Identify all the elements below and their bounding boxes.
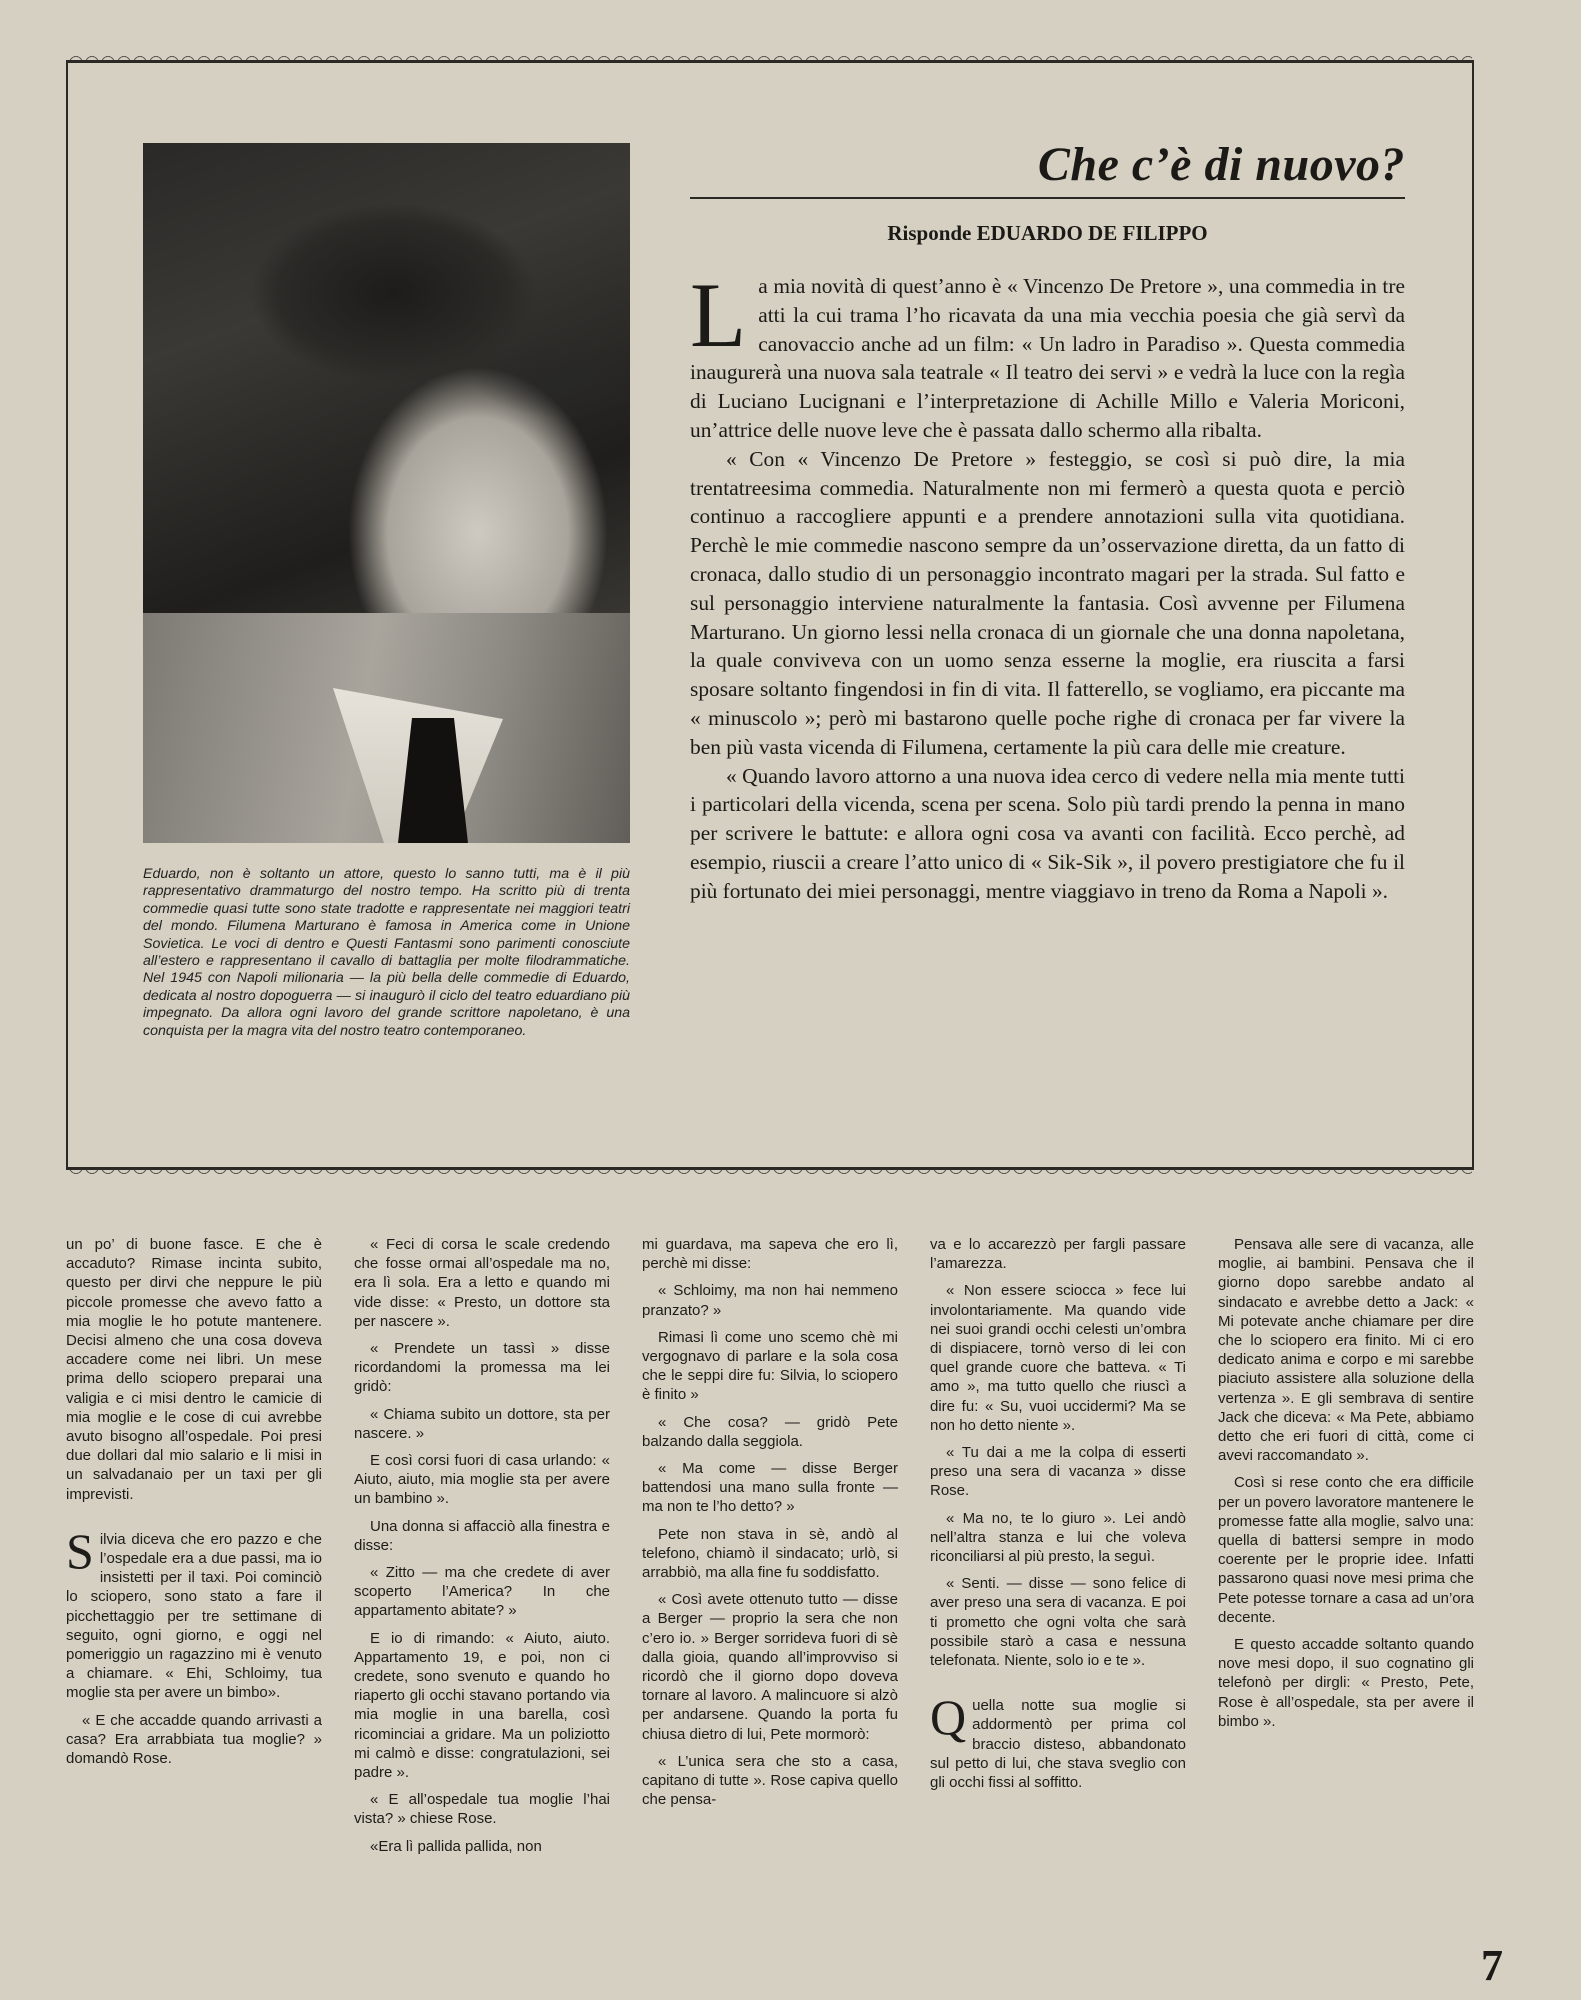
article-body — [690, 264, 1405, 906]
article-paragraph: « Con « Vincenzo De Pretore » festeggio, se così si può dire, la mia trentatreesima commedia. Naturalmente non mi fermerò a questa quota e perciò continuo a raccogliere appunti e a prendere annotazioni sulla vita quotidiana. Perchè le mie commedie nascono sempre da un’osservazione diretta, da un fatto di cronaca, dallo studio di un personaggio incontrato magari per la strada. Sul fatto e sul personaggio interviene naturalmente la fantasia. Così avvenne per Filumena Marturano. Un giorno lessi nella cronaca di un giornale che una donna napoletana, la quale conviveva con un uomo senza esserne la moglie, era riuscita a farsi sposare soltanto fingendosi in fin di vita. Il fatterello, se vogliamo, era piccante ma « minuscolo »; però mi bastarono quelle poche righe di cronaca per far vivere la ben più vasta vicenda di Filumena, certamente la più cara delle mie creature. — [690, 446, 1405, 759]
column-paragraph: un po’ di buone fasce. E che è accaduto? Rimase incinta subito, questo per dirvi che neppure le più piccole promesse che avevo fatto a mia moglie le ho potute mantenere. Decisi almeno che una cosa doveva accadere come nei libri. Un mese prima dello sciopero preparai una valigia e ci misi dentro le camicie di mia moglie e le cose di cui avrebbe avuto bisogno all’ospedale. Poi presi due dollari dal mio salario e li misi in un salvadanaio per un taxi per gli imprevisti. — [66, 1236, 322, 1503]
column-paragraph: Quella notte sua moglie si addormentò per prima col braccio disteso, abbandonato sul petto di lui, che stava sveglio con gli occhi fissi al soffitto. — [930, 1689, 1186, 1792]
column-paragraph: E così corsi fuori di casa urlando: « Aiuto, aiuto, mia moglie sta per avere un bambino ». — [354, 1452, 610, 1508]
column-paragraph: « Senti. — disse — sono felice di aver preso una sera di vacanza. E poi ti prometto che ogni volta che sarà possibile starò a casa e nessuna telefonata. Niente, solo io e te ». — [930, 1575, 1186, 1670]
column-paragraph: « E all’ospedale tua moglie l’hai vista? » chiese Rose. — [354, 1791, 610, 1828]
column-paragraph: Pensava alle sere di vacanza, alle moglie, ai bambini. Pensava che il giorno dopo sarebbe andato al sindacato e avrebbe detto a Jack: « Mi potevate anche chiamare per dire che lo sciopero era finito. Mi ci ero dedicato anima e corpo e mi sarebbe piaciuto assistere alla soluzione della vertenza ». E gli sembrava di sentire Jack che diceva: « Ma Pete, abbiamo detto che eri fuori di città, come ci avevi raccomandato ». — [1218, 1236, 1474, 1465]
column-paragraph: « Ma no, te lo giuro ». Lei andò nell’altra stanza e lui che voleva riconciliarsi al più presto, la seguì. — [930, 1509, 1186, 1566]
column-paragraph: « Chiama subito un dottore, sta per nascere. » — [354, 1405, 610, 1442]
story-column-4 — [930, 1235, 1186, 1800]
column-paragraph: E io di rimando: « Aiuto, aiuto. Appartamento 19, e poi, non ci credete, sono svenuto e quando ho riaperto gli occhi stavano portando via mia moglie in una barella, così ricominciai a gridare. Ma un poliziotto mi calmò e disse: congratulazioni, sei padre ». — [354, 1629, 610, 1782]
column-paragraph: Rimasi lì come uno scemo chè mi vergognavo di parlare e la sola cosa che le seppi dire fu: Silvia, lo sciopero è finito » — [642, 1328, 898, 1404]
drop-cap: S — [66, 1522, 94, 1579]
story-column-2 — [354, 1235, 610, 1864]
column-paragraph: « E che accadde quando arrivasti a casa? Era arrabbiata tua moglie? » domandò Rose. — [66, 1711, 322, 1768]
story-columns — [66, 1235, 1474, 1925]
article-title: Che c’è di nuovo? — [1037, 138, 1405, 191]
page-number: 7 — [1481, 1941, 1503, 1990]
column-paragraph: mi guardava, ma sapeva che ero lì, perchè mi disse: — [642, 1236, 898, 1273]
column-paragraph: « L’unica sera che sto a casa, capitano di tutte ». Rose capiva quello che pensa- — [642, 1752, 898, 1809]
column-paragraph: va e lo accarezzò per fargli passare l’amarezza. — [930, 1236, 1186, 1273]
article-paragraph: « Quando lavoro attorno a una nuova idea cerco di vedere nella mia mente tutti i particolari della vicenda, scena per scena. Solo più tardi prendo la penna in mano per scrivere le battute: e allora ogni cosa va avanti con facilità. Ecco perchè, ad esempio, riuscii a creare l’atto unico di « Sik-Sik », il povero prestigiatore che fu il più fortunato dei miei personaggi, mentre viaggiavo in treno da Roma a Napoli ». — [690, 763, 1405, 903]
column-paragraph: « Schloimy, ma non hai nemmeno pranzato? » — [642, 1282, 898, 1319]
drop-cap: Q — [930, 1689, 967, 1746]
story-column-3 — [642, 1235, 898, 1817]
article-byline: Risponde EDUARDO DE FILIPPO — [887, 221, 1208, 245]
article-paragraph: La mia novità di quest’anno è « Vincenzo De Pretore », una commedia in tre atti la cui trama l’ho ricavata da una mia vecchia poesia che già servì da canovaccio anche ad un film: « Un ladro in Paradiso ». Questa commedia inaugurerà una nuova sala teatrale « Il teatro dei servi » e vedrà la luce con la regìa di Luciano Lucignani e l’interpretazione di Achille Millo e Valeria Moriconi, un’attrice delle nuove leve che è passata dallo schermo alla ribalta. — [690, 264, 1405, 442]
column-paragraph: « Prendete un tassì » disse ricordandomi la promessa ma lei gridò: — [354, 1340, 610, 1396]
column-paragraph: « Non essere sciocca » fece lui involontariamente. Ma quando vide nei suoi grandi occhi celesti un’ombra di dispiacere, tornò verso di lei con quel grande cuore che batteva. « Ti amo », ma tutto quello che riuscì a dire fu: « Su, vuoi uccidermi? Ma se non ho detto niente ». — [930, 1282, 1186, 1434]
title-divider — [690, 197, 1405, 199]
column-paragraph: E questo accadde soltanto quando nove mesi dopo, il suo cognatino gli telefonò per dirgli: « Presto, Pete, Rose è all’ospedale, sta per avere il bimbo ». — [1218, 1636, 1474, 1730]
column-paragraph: « Che cosa? — gridò Pete balzando dalla seggiola. — [642, 1413, 898, 1450]
column-paragraph: « Zitto — ma che credete di aver scoperto l’America? In che appartamento abitate? » — [354, 1564, 610, 1620]
photo-caption: Eduardo, non è soltanto un attore, questo lo sanno tutti, ma è il più rappresentativo drammaturgo del nostro tempo. Ha scritto più di trenta commedie quasi tutte sono state tradotte e rappresentate nei maggiori teatri del mondo. Filumena Marturano è famosa in America come in Unione Sovietica. Le voci di dentro e Questi Fantasmi sono parimenti conosciute all’estero e rappresentano il cavallo di battaglia per molte filodrammatiche. Nel 1945 con Napoli milionaria — la più bella delle commedie di Eduardo, dedicata al nostro dopoguerra — si inaugurò il ciclo del teatro eduardiano più impegnato. Da allora ogni lavoro del grande scrittore napoletano, è una conquista per la magra vita del nostro teatro contemporaneo. — [143, 866, 630, 1039]
story-column-1 — [66, 1235, 322, 1776]
story-column-5 — [1218, 1235, 1474, 1739]
drop-cap: L — [690, 264, 747, 366]
column-paragraph: «Era lì pallida pallida, non — [370, 1837, 542, 1855]
column-paragraph: Pete non stava in sè, andò al telefono, chiamò il sindacato; urlò, si arrabbiò, ma alla fine fu soddisfatto. — [642, 1525, 898, 1582]
column-paragraph: « Feci di corsa le scale credendo che fosse ormai all’ospedale ma no, era lì sola. Era a letto e quando mi vide disse: « Presto, un dottore sta per nascere ». — [354, 1236, 610, 1330]
column-paragraph: « Così avete ottenuto tutto — disse a Berger — proprio la sera che non c’ero io. » Berger sorrideva fuori di sè dalla gioia, quando all’improvviso si ricordò che il giorno dopo doveva tornare al lavoro. A malincuore si alzò per andarsene. Quando la porta fu chiusa dietro di lui, Pete mormorò: — [642, 1591, 898, 1743]
column-paragraph: Così si rese conto che era difficile per un povero lavoratore mantenere le promesse fatte alla moglie, salvo una: quella di battersi sempre in modo coerente per le proprie idee. Infatti passarono quasi nove mesi prima che Pete potesse tornare a casa ad un’ora decente. — [1218, 1474, 1474, 1626]
column-paragraph: Una donna si affacciò alla finestra e disse: — [354, 1517, 610, 1554]
decorative-wave-border-top — [68, 55, 1472, 63]
column-paragraph: « Ma come — disse Berger battendosi una mano sulla fronte — ma non te l’ho detto? » — [642, 1460, 898, 1516]
column-paragraph: Silvia diceva che ero pazzo e che l’ospedale era a due passi, ma io insistetti per il taxi. Poi cominciò lo sciopero, sono stato a fare il picchettaggio per tre settimane di seguito, ogni giorno, e oggi nel pomeriggio un ragazzino mi è venuto a chiamare. « Ehi, Schloimy, tua moglie sta per avere un bimbo». — [66, 1522, 322, 1702]
column-paragraph: « Tu dai a me la colpa di esserti preso una sera di vacanza » disse Rose. — [930, 1444, 1186, 1500]
portrait-photo — [143, 143, 630, 843]
decorative-wave-border-bottom — [68, 1167, 1472, 1175]
